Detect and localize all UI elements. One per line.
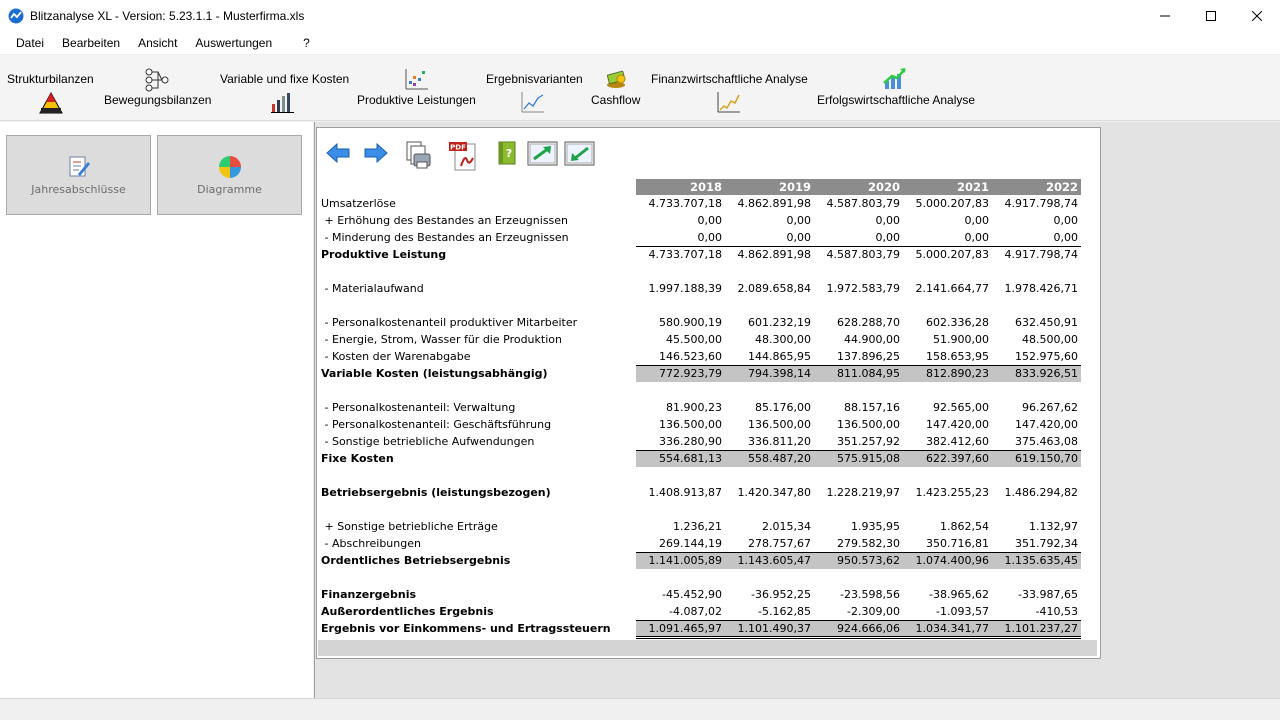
value-cell: 48.500,00 xyxy=(1022,333,1078,346)
table-row xyxy=(318,484,1081,501)
value-cell: 147.420,00 xyxy=(1015,418,1078,431)
table-row xyxy=(318,518,1081,535)
value-cell: 375.463,08 xyxy=(1015,434,1078,448)
year-header: 2022 xyxy=(992,179,1081,195)
toolbar xyxy=(0,55,1280,121)
table-header-row xyxy=(318,179,1081,195)
produktive-leistungen-button[interactable]: Produktive Leistungen xyxy=(357,93,476,107)
value-cell: 144.865,95 xyxy=(748,349,811,363)
ergebnisvarianten-button[interactable]: Ergebnisvarianten xyxy=(486,72,583,86)
value-cell xyxy=(992,501,1081,518)
value-cell: 4.733.707,18 xyxy=(636,246,725,263)
pyramid-icon xyxy=(38,91,64,115)
value-cell: 2.141.664,77 xyxy=(915,282,989,295)
growth-chart-icon xyxy=(882,67,908,91)
value-cell: 1.074.400,96 xyxy=(903,552,992,569)
table-row xyxy=(318,552,1081,569)
value-cell xyxy=(636,501,725,518)
value-cell: 1.135.635,45 xyxy=(992,552,1081,569)
value-cell: 0,00 xyxy=(1053,214,1078,227)
value-cell: 4.733.707,18 xyxy=(648,197,722,210)
value-cell xyxy=(992,263,1081,280)
trend-line-icon xyxy=(716,90,742,114)
value-cell: 44.900,00 xyxy=(844,333,900,346)
value-cell: 1.143.605,47 xyxy=(725,552,814,569)
money-icon xyxy=(603,67,629,91)
table-row xyxy=(318,569,1081,586)
line-chart-icon xyxy=(520,90,546,114)
value-cell xyxy=(725,569,814,586)
value-cell: 4.862.891,98 xyxy=(737,197,811,210)
value-cell: 1.101.490,37 xyxy=(725,620,814,637)
value-cell: 622.397,60 xyxy=(903,450,992,467)
value-cell: 351.792,34 xyxy=(1015,536,1078,550)
row-label xyxy=(318,569,636,586)
table-row xyxy=(318,365,1081,382)
import-arrow-icon[interactable] xyxy=(564,140,596,168)
value-cell: 2.089.658,84 xyxy=(737,282,811,295)
value-cell: 4.862.891,98 xyxy=(725,246,814,263)
table-row xyxy=(318,331,1081,348)
erfolgswirtschaftliche-analyse-button[interactable]: Erfolgswirtschaftliche Analyse xyxy=(817,93,976,107)
value-cell xyxy=(636,569,725,586)
row-label: Außerordentliches Ergebnis xyxy=(321,605,494,618)
value-cell: -33.987,65 xyxy=(1018,588,1078,601)
value-cell xyxy=(814,501,903,518)
row-label: + Sonstige betriebliche Erträge xyxy=(321,520,498,533)
menu-ansicht[interactable]: Ansicht xyxy=(138,36,178,50)
value-cell: 1.141.005,89 xyxy=(636,552,725,569)
diagramme-button[interactable] xyxy=(157,135,302,215)
value-cell: -5.162,85 xyxy=(758,604,811,618)
value-cell: 924.666,06 xyxy=(814,620,903,637)
value-cell: -23.598,56 xyxy=(840,588,900,601)
table-row xyxy=(318,212,1081,229)
value-cell: 1.486.294,82 xyxy=(1004,486,1078,499)
menu-bearbeiten[interactable]: Bearbeiten xyxy=(62,36,121,50)
value-cell xyxy=(903,569,992,586)
value-cell: 279.582,30 xyxy=(837,536,900,550)
value-cell: 48.300,00 xyxy=(755,333,811,346)
value-cell: 601.232,19 xyxy=(748,316,811,329)
value-cell: 811.084,95 xyxy=(814,365,903,382)
row-label: - Minderung des Bestandes an Erzeugnissen xyxy=(321,231,569,244)
row-label: + Erhöhung des Bestandes an Erzeugnissen xyxy=(321,214,569,227)
value-cell: 88.157,16 xyxy=(844,401,900,414)
value-cell: 580.900,19 xyxy=(659,316,722,329)
value-cell: 0,00 xyxy=(964,214,989,227)
value-cell: -2.309,00 xyxy=(847,604,900,618)
value-cell: 1.997.188,39 xyxy=(648,282,722,295)
document-edit-icon xyxy=(66,154,92,180)
title-bar xyxy=(0,0,1280,32)
value-cell xyxy=(814,467,903,484)
row-label: - Materialaufwand xyxy=(321,282,424,295)
row-label xyxy=(318,467,636,484)
svg-text:PDF: PDF xyxy=(450,143,466,152)
value-cell xyxy=(992,382,1081,399)
row-label: - Sonstige betriebliche Aufwendungen xyxy=(321,435,535,448)
row-label: - Abschreibungen xyxy=(321,537,421,550)
close-button[interactable] xyxy=(1234,0,1280,32)
value-cell: 1.935,95 xyxy=(851,520,900,533)
cashflow-button[interactable]: Cashflow xyxy=(591,93,641,107)
value-cell: 0,00 xyxy=(786,230,811,244)
table-row xyxy=(318,433,1081,450)
value-cell xyxy=(725,297,814,314)
table-row xyxy=(318,467,1081,484)
value-cell xyxy=(903,501,992,518)
sidebar xyxy=(0,122,313,698)
value-cell: 950.573,62 xyxy=(814,552,903,569)
export-arrow-icon[interactable] xyxy=(527,140,559,168)
value-cell: 136.500,00 xyxy=(659,418,722,431)
value-cell: 350.716,81 xyxy=(926,536,989,550)
table-row xyxy=(318,416,1081,433)
scatter-chart-icon xyxy=(404,67,430,91)
value-cell: -410,53 xyxy=(1035,604,1078,618)
row-label xyxy=(318,297,636,314)
row-label xyxy=(318,263,636,280)
row-label xyxy=(318,382,636,399)
value-cell: 632.450,91 xyxy=(1015,316,1078,329)
row-label: - Personalkostenanteil: Verwaltung xyxy=(321,401,516,414)
value-cell: 4.917.798,74 xyxy=(992,246,1081,263)
jahresabschluesse-label: Jahresabschlüsse xyxy=(31,183,126,196)
value-cell: 1.408.913,87 xyxy=(648,486,722,499)
value-cell xyxy=(992,569,1081,586)
value-cell xyxy=(903,263,992,280)
value-cell: 628.288,70 xyxy=(837,316,900,329)
value-cell: 1.978.426,71 xyxy=(1004,282,1078,295)
value-cell: 158.653,95 xyxy=(926,349,989,363)
variable-fixe-kosten-button[interactable]: Variable und fixe Kosten xyxy=(220,72,350,86)
maximize-icon xyxy=(1206,11,1216,21)
bewegungsbilanzen-button[interactable]: Bewegungsbilanzen xyxy=(104,93,212,107)
row-label: Betriebsergebnis (leistungsbezogen) xyxy=(321,486,551,499)
value-cell: -4.087,02 xyxy=(669,604,722,618)
value-cell: 0,00 xyxy=(1053,230,1078,244)
row-label: Umsatzerlöse xyxy=(321,197,396,210)
table-row xyxy=(318,195,1081,212)
value-cell: 1.101.237,27 xyxy=(992,620,1081,637)
value-cell: 152.975,60 xyxy=(1015,349,1078,363)
value-cell: 92.565,00 xyxy=(933,401,989,414)
forward-arrow-icon[interactable] xyxy=(363,140,389,166)
value-cell: 1.420.347,80 xyxy=(737,486,811,499)
row-label: - Personalkostenanteil produktiver Mitarbeiter xyxy=(321,316,578,329)
close-icon xyxy=(1252,11,1262,21)
maximize-button[interactable] xyxy=(1188,0,1234,32)
year-header: 2019 xyxy=(725,179,814,195)
pie-chart-icon xyxy=(217,154,243,180)
value-cell: 0,00 xyxy=(964,230,989,244)
table-row xyxy=(318,586,1081,603)
table-row xyxy=(318,603,1081,620)
table-row xyxy=(318,620,1081,637)
print-icon[interactable] xyxy=(402,140,432,170)
value-cell xyxy=(814,569,903,586)
value-cell: 45.500,00 xyxy=(666,333,722,346)
row-label: Produktive Leistung xyxy=(321,248,447,261)
value-cell: -36.952,25 xyxy=(751,588,811,601)
value-cell: 5.000.207,83 xyxy=(915,197,989,210)
table-row xyxy=(318,399,1081,416)
row-label: Finanzergebnis xyxy=(321,588,417,601)
strukturbilanzen-button[interactable]: Strukturbilanzen xyxy=(7,72,94,86)
value-cell: -45.452,90 xyxy=(662,588,722,601)
diagramme-label: Diagramme xyxy=(197,183,262,196)
row-label: Fixe Kosten xyxy=(321,452,394,465)
flow-diagram-icon xyxy=(144,68,170,92)
value-cell: 1.423.255,23 xyxy=(915,486,989,499)
profit-loss-table xyxy=(318,179,1081,639)
value-cell: 4.587.803,79 xyxy=(826,197,900,210)
table-row xyxy=(318,450,1081,467)
value-cell: 269.144,19 xyxy=(659,536,722,550)
value-cell: 1.132,97 xyxy=(1029,520,1078,533)
value-cell xyxy=(725,382,814,399)
value-cell xyxy=(992,467,1081,484)
value-cell xyxy=(636,382,725,399)
value-cell: -1.093,57 xyxy=(936,604,989,618)
value-cell: 812.890,23 xyxy=(903,365,992,382)
value-cell xyxy=(636,263,725,280)
row-label: - Personalkostenanteil: Geschäftsführung xyxy=(321,418,552,431)
table-row xyxy=(318,297,1081,314)
value-cell: 147.420,00 xyxy=(926,418,989,431)
svg-text:?: ? xyxy=(505,147,513,160)
app-logo-icon xyxy=(8,8,24,24)
table-row xyxy=(318,314,1081,331)
value-cell xyxy=(903,467,992,484)
row-label: Ergebnis vor Einkommens- und Ertragssteuern xyxy=(321,622,611,635)
value-cell: 278.757,67 xyxy=(748,536,811,550)
table-row xyxy=(318,501,1081,518)
row-label: - Kosten der Warenabgabe xyxy=(321,350,471,363)
row-label: Ordentliches Betriebsergebnis xyxy=(321,554,511,567)
minimize-icon xyxy=(1160,11,1170,21)
value-cell: 1.972.583,79 xyxy=(826,282,900,295)
value-cell: 136.500,00 xyxy=(748,418,811,431)
table-row xyxy=(318,263,1081,280)
value-cell xyxy=(636,467,725,484)
row-label xyxy=(318,501,636,518)
value-cell: 136.500,00 xyxy=(837,418,900,431)
value-cell: 51.900,00 xyxy=(933,333,989,346)
value-cell xyxy=(814,382,903,399)
bar-chart-icon xyxy=(270,90,296,114)
year-header: 2020 xyxy=(814,179,903,195)
value-cell: 146.523,60 xyxy=(659,349,722,363)
value-cell: 833.926,51 xyxy=(992,365,1081,382)
value-cell: 1.862,54 xyxy=(940,520,989,533)
value-cell xyxy=(903,382,992,399)
value-cell xyxy=(725,467,814,484)
value-cell xyxy=(903,297,992,314)
table-row xyxy=(318,280,1081,297)
value-cell: 0,00 xyxy=(697,214,722,227)
table-row xyxy=(318,382,1081,399)
value-cell xyxy=(814,263,903,280)
value-cell: 554.681,13 xyxy=(636,450,725,467)
jahresabschluesse-button[interactable] xyxy=(6,135,151,215)
value-cell xyxy=(814,297,903,314)
value-cell: 0,00 xyxy=(697,230,722,244)
year-header: 2021 xyxy=(903,179,992,195)
value-cell: 351.257,92 xyxy=(837,434,900,448)
menu-datei[interactable]: Datei xyxy=(16,36,45,50)
value-cell: 1.034.341,77 xyxy=(903,620,992,637)
table-row xyxy=(318,229,1081,246)
value-cell: 794.398,14 xyxy=(725,365,814,382)
year-header: 2018 xyxy=(636,179,725,195)
value-cell: 336.280,90 xyxy=(659,434,722,448)
value-cell: 0,00 xyxy=(786,214,811,227)
value-cell: 619.150,70 xyxy=(992,450,1081,467)
value-cell xyxy=(725,263,814,280)
value-cell: 0,00 xyxy=(875,214,900,227)
value-cell: 382.412,60 xyxy=(926,434,989,448)
menu-bar xyxy=(0,32,1280,54)
value-cell: 137.896,25 xyxy=(837,349,900,363)
table-row xyxy=(318,246,1081,263)
value-cell: 96.267,62 xyxy=(1022,401,1078,414)
value-cell: 0,00 xyxy=(875,230,900,244)
row-label: - Energie, Strom, Wasser für die Produktion xyxy=(321,333,562,346)
value-cell: 4.587.803,79 xyxy=(814,246,903,263)
value-cell: 2.015,34 xyxy=(762,520,811,533)
menu-help[interactable]: ? xyxy=(303,36,310,50)
value-cell: 336.811,20 xyxy=(748,434,811,448)
back-arrow-icon[interactable] xyxy=(325,140,351,166)
report-footer-bar xyxy=(318,640,1097,656)
table-row xyxy=(318,348,1081,365)
value-cell: 602.336,28 xyxy=(926,316,989,329)
value-cell: 558.487,20 xyxy=(725,450,814,467)
value-cell: 4.917.798,74 xyxy=(1004,197,1078,210)
help-book-icon[interactable] xyxy=(495,140,519,168)
value-cell: -38.965,62 xyxy=(929,588,989,601)
window-title: Blitzanalyse XL - Version: 5.23.1.1 - Musterfirma.xls xyxy=(30,9,305,23)
value-cell: 85.176,00 xyxy=(755,401,811,414)
value-cell xyxy=(636,297,725,314)
value-cell: 5.000.207,83 xyxy=(903,246,992,263)
value-cell: 1.091.465,97 xyxy=(636,620,725,637)
value-cell: 1.236,21 xyxy=(673,520,722,533)
minimize-button[interactable] xyxy=(1142,0,1188,32)
pdf-export-icon[interactable] xyxy=(447,140,481,172)
status-bar xyxy=(0,698,1280,720)
value-cell: 81.900,23 xyxy=(666,401,722,414)
finanzwirtschaftliche-analyse-button[interactable]: Finanzwirtschaftliche Analyse xyxy=(651,72,808,86)
menu-auswertungen[interactable]: Auswertungen xyxy=(195,36,273,50)
value-cell: 772.923,79 xyxy=(636,365,725,382)
value-cell: 1.228.219,97 xyxy=(826,486,900,499)
value-cell xyxy=(992,297,1081,314)
row-label: Variable Kosten (leistungsabhängig) xyxy=(321,367,548,380)
value-cell: 575.915,08 xyxy=(814,450,903,467)
value-cell xyxy=(725,501,814,518)
table-row xyxy=(318,535,1081,552)
